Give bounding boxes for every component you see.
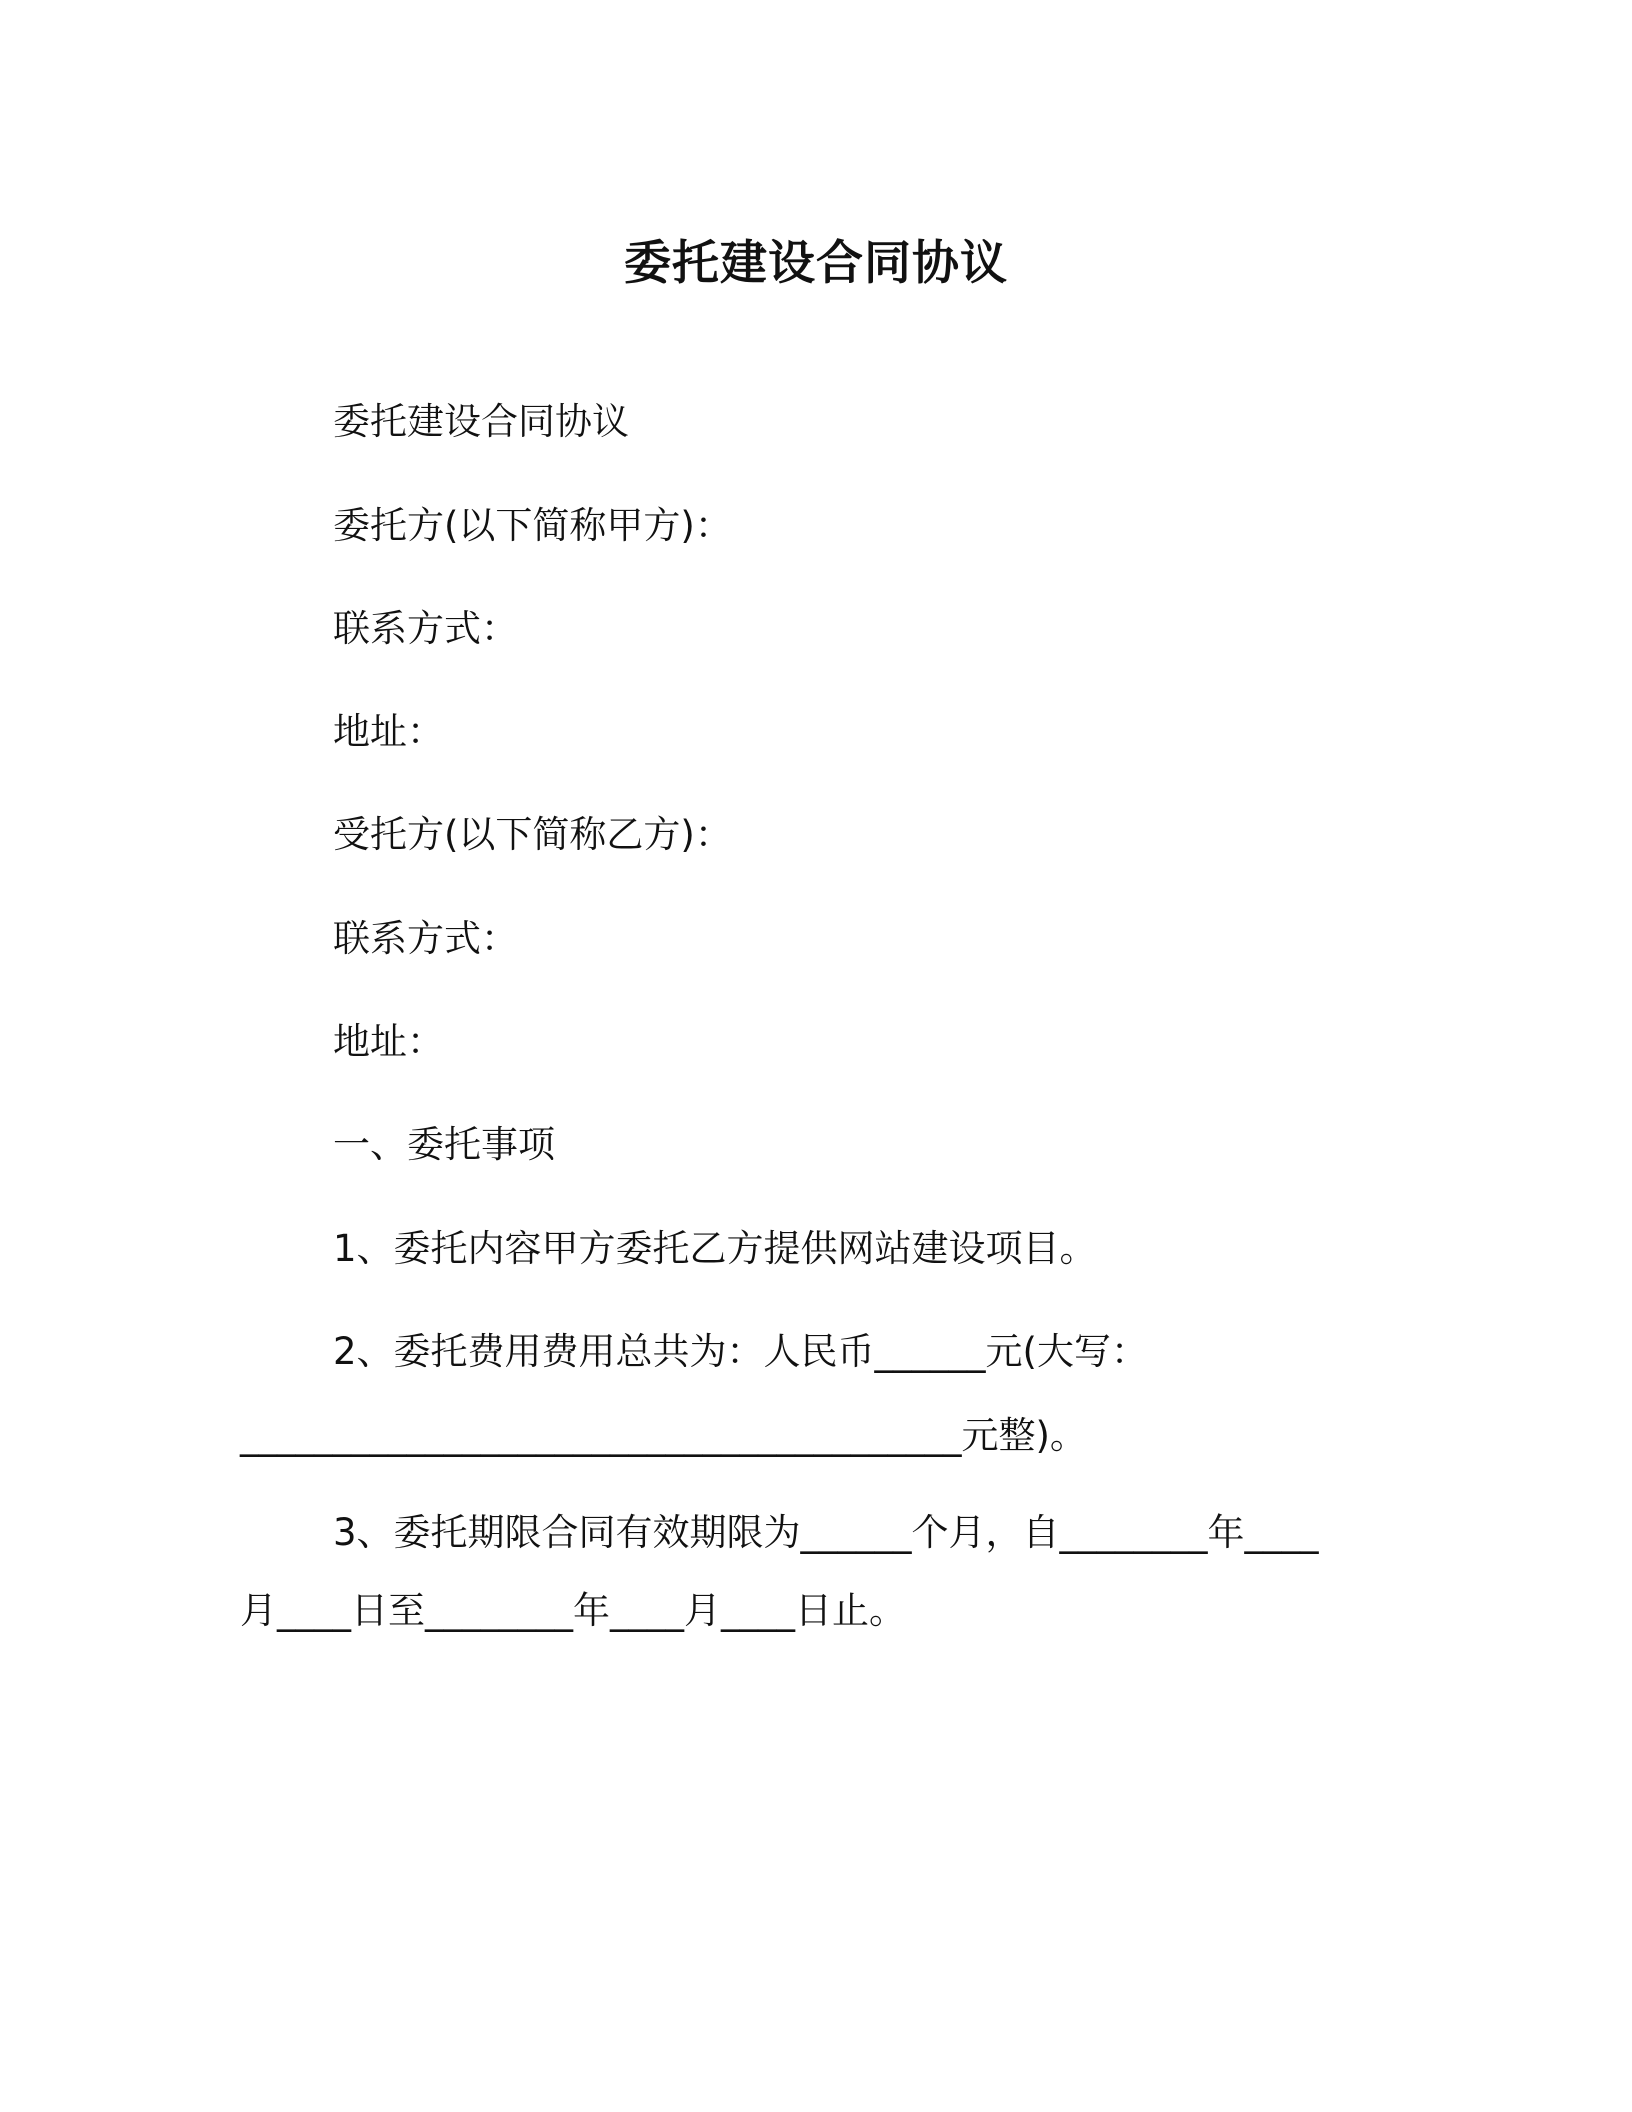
clause-1-line: 1、委托内容甲方委托乙方提供网站建设项目。 [333, 1227, 1097, 1270]
section-heading: 一、委托事项 [333, 1123, 555, 1166]
clause-2-line: 2、委托费用费用总共为：人民币______元(大写： [333, 1330, 1148, 1373]
subtitle-line: 委托建设合同协议 [333, 400, 629, 443]
clause-2-continuation: _______________________________________元整)。 [240, 1414, 1087, 1457]
party-b-line: 受托方(以下简称乙方)： [333, 813, 732, 856]
party-b-address-line: 地址： [333, 1020, 444, 1063]
party-a-address-line: 地址： [333, 710, 444, 753]
party-a-line: 委托方(以下简称甲方)： [333, 504, 732, 547]
document-title: 委托建设合同协议 [624, 236, 1008, 291]
clause-3-line: 3、委托期限合同有效期限为______个月，自________年____ [333, 1511, 1319, 1554]
party-b-contact-line: 联系方式： [333, 917, 518, 960]
clause-3-continuation: 月____日至________年____月____日止。 [240, 1589, 906, 1632]
party-a-contact-line: 联系方式： [333, 607, 518, 650]
